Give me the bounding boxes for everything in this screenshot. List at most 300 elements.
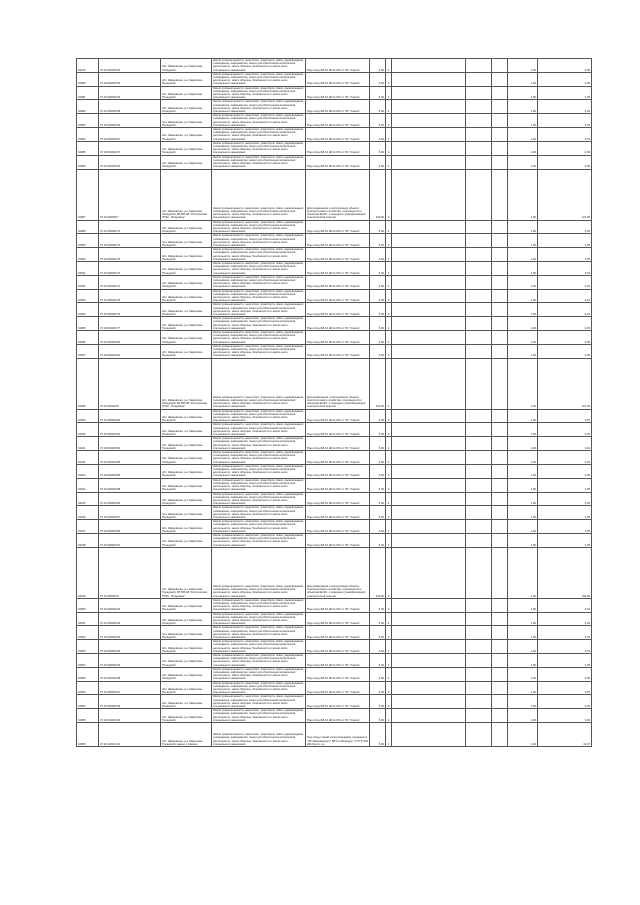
area-cell: 5,00	[370, 289, 386, 303]
unit-cell: 4	[386, 709, 392, 723]
empty-cell	[492, 261, 508, 275]
empty-cell	[492, 506, 508, 520]
empty-cell	[492, 723, 508, 747]
row-number: 64043	[77, 464, 99, 478]
empty-cell	[392, 86, 466, 100]
value-cell: 0,05	[538, 155, 592, 169]
row-number: 64092	[77, 275, 99, 289]
cadastral-number: 37:16:000000:9	[99, 547, 161, 598]
land-category-cell: Земли промышленности, энергетики, транспорта, связи, радиовещания, телевидения, информатики, земли для обеспечения космической деятельности, земли обороны, безопасности и земли иного специального назначения	[212, 169, 306, 220]
land-category-cell: Земли промышленности, энергетики, транспорта, связи, радиовещания, телевидения, информатики, земли для обеспечения космической деятельности, земли обороны, безопасности и земли иного специального назначения	[213, 234, 304, 247]
table-row	[77, 709, 592, 723]
empty-cell	[466, 437, 492, 451]
empty-cell	[392, 640, 466, 654]
area-cell: 5,00	[370, 86, 386, 100]
address-cell: обл. Ивановская, р-н Гаврилово-Посадский	[161, 114, 212, 128]
empty-cell	[392, 492, 466, 506]
coefficient-cell: 1,00	[508, 344, 538, 358]
value-cell: 0,05	[538, 520, 592, 534]
permitted-use-cell: Под опору ВЛ-10 кВ № 150 от ПС "Совхоз"	[306, 128, 370, 142]
value-cell: 0,05	[538, 86, 592, 100]
address-cell: обл. Ивановская, р-н Гаврилово-Посадский	[161, 303, 212, 317]
empty-cell	[466, 409, 492, 423]
coefficient-cell: 1,00	[508, 478, 538, 492]
address-cell: обл. Ивановская, р-н Гаврилово-Посадский	[161, 331, 212, 345]
unit-cell: 4	[386, 654, 392, 668]
address-cell: обл. Ивановская, р-н Гаврилово-Посадский	[161, 640, 212, 654]
permitted-use-cell: Для размещения и эксплуатации объекта электросетевого хозяйства, относящегося к объектам ЕНЭС, и передачи (трансформации) электрической энергии	[306, 169, 370, 220]
cadastral-number: 37:16:000000:69	[99, 114, 161, 128]
cadastral-number: 37:16:000000:76	[99, 261, 161, 275]
address-cell: обл. Ивановская, р-н Гаврилово-Посадский, ВЛ 500 кВ "Костромская ГРЭС - Владимир"	[161, 358, 212, 409]
empty-cell	[392, 169, 466, 220]
address-cell: обл. Ивановская, р-н Гаврилово-Посадский	[161, 220, 212, 234]
area-cell: 5,00	[370, 128, 386, 142]
land-category-cell: Земли промышленности, энергетики, транспорта, связи, радиовещания, телевидения, информатики, земли для обеспечения космической деятельности, земли обороны, безопасности и земли иного специального назначения	[213, 612, 304, 626]
coefficient-cell: 1,00	[508, 169, 538, 220]
empty-cell	[492, 437, 508, 451]
unit-cell: 4	[386, 423, 392, 437]
land-category-cell: Земли промышленности, энергетики, транспорта, связи, радиовещания, телевидения, информатики, земли для обеспечения космической деятельности, земли обороны, безопасности и земли иного специального назначения	[213, 248, 304, 261]
area-cell: 5,00	[370, 681, 386, 695]
cadastral-number: 37:16:000000:73	[99, 234, 161, 248]
value-cell: 0,05	[538, 492, 592, 506]
empty-cell	[492, 612, 508, 626]
table-row	[77, 506, 592, 520]
table-row	[77, 86, 592, 100]
area-cell: 5,00	[370, 423, 386, 437]
unit-cell: 4	[386, 86, 392, 100]
row-number: 64098	[77, 358, 99, 409]
empty-cell	[466, 59, 492, 73]
permitted-use-cell: Под опору ВЛ-10 кВ № 150 от ПС "Совхоз"	[306, 141, 370, 155]
land-category-cell: Земли промышленности, энергетики, транспорта, связи, радиовещания, телевидения, информатики, земли для обеспечения космической деятельности, земли обороны, безопасности и земли иного специального назначения	[213, 331, 304, 344]
row-number: 64048	[77, 533, 99, 547]
empty-cell	[392, 289, 466, 303]
empty-cell	[466, 100, 492, 114]
table-row	[77, 114, 592, 128]
coefficient-cell: 1,00	[508, 331, 538, 345]
unit-cell: 4	[386, 317, 392, 331]
address-cell: обл. Ивановская, р-н Гаврилово-Посадский	[161, 612, 212, 626]
address-cell: обл. Ивановская, р-н Гаврилово-Посадский	[161, 654, 212, 668]
row-number: 64087	[77, 169, 99, 220]
permitted-use-cell: Под опору ВЛ-10 кВ № 150 от ПС "Совхоз"	[306, 234, 370, 248]
coefficient-cell: 1,00	[508, 423, 538, 437]
area-cell: 5,00	[370, 520, 386, 534]
area-cell: 5,00	[370, 317, 386, 331]
empty-cell	[492, 409, 508, 423]
cadastral-number: 37:16:000000:83	[99, 409, 161, 423]
coefficient-cell: 1,00	[508, 248, 538, 262]
unit-cell: 4	[386, 409, 392, 423]
row-number: 64044	[77, 478, 99, 492]
land-category-cell: Земли промышленности, энергетики, транспорта, связи, радиовещания, телевидения, информатики, земли для обеспечения космической деятельности, земли обороны, безопасности и земли иного специального назначения	[213, 155, 304, 169]
area-cell: 5,00	[370, 640, 386, 654]
unit-cell: 4	[386, 303, 392, 317]
value-cell: 0,05	[538, 654, 592, 668]
land-category-cell: Земли промышленности, энергетики, транспорта, связи, радиовещания, телевидения, информатики, земли для обеспечения космической деятельности, земли обороны, безопасности и земли иного специального назначения	[213, 275, 304, 289]
empty-cell	[392, 141, 466, 155]
empty-cell	[466, 303, 492, 317]
land-category-cell: Земли промышленности, энергетики, транспорта, связи, радиовещания, телевидения, информатики, земли для обеспечения космической деятельности, земли обороны, безопасности и земли иного специального назначения	[213, 114, 304, 127]
address-cell: обл. Ивановская, р-н Гаврилово-Посадский, ВЛ 500 кВ "Костромская ГРЭС - Владимир"	[161, 547, 212, 598]
table-row	[77, 289, 592, 303]
permitted-use-cell: Под опору ВЛ-10 кВ № 150 от ПС "Совхоз"	[306, 451, 370, 465]
address-cell: обл. Ивановская, р-н Гаврилово-Посадский	[161, 437, 212, 451]
unit-cell: 4	[386, 598, 392, 612]
coefficient-cell: 1,00	[508, 451, 538, 465]
land-category-cell: Земли промышленности, энергетики, транспорта, связи, радиовещания, телевидения, информатики, земли для обеспечения космической деятельности, земли обороны, безопасности и земли иного специального назначения	[213, 59, 304, 72]
empty-cell	[466, 220, 492, 234]
cadastral-number: 37:16:000000:66	[99, 86, 161, 100]
empty-cell	[392, 409, 466, 423]
empty-cell	[466, 289, 492, 303]
empty-cell	[392, 155, 466, 169]
coefficient-cell: 1,00	[508, 86, 538, 100]
empty-cell	[392, 344, 466, 358]
table-row	[77, 331, 592, 345]
table-row	[77, 626, 592, 640]
value-cell: 0,04	[538, 303, 592, 317]
unit-cell: 4	[386, 169, 392, 220]
empty-cell	[466, 114, 492, 128]
row-number: 64054	[77, 654, 99, 668]
row-number: 64090	[77, 248, 99, 262]
coefficient-cell: 1,00	[508, 506, 538, 520]
row-number: 64095	[77, 317, 99, 331]
empty-cell	[392, 275, 466, 289]
cadastral-number: 37:16:000000:87	[99, 506, 161, 520]
empty-cell	[392, 709, 466, 723]
land-category-cell: Земли промышленности, энергетики, транспорта, связи, радиовещания, телевидения, информатики, земли для обеспечения космической деятельности, земли обороны, безопасности и земли иного специального назначения	[213, 654, 304, 667]
land-category-cell: Земли промышленности, энергетики, транспорта, связи, радиовещания, телевидения, информатики, земли для обеспечения космической деятельности, земли обороны, безопасности и земли иного специального назначения	[212, 723, 306, 747]
permitted-use-cell: Под опору ВЛ-10 кВ № 150 от ПС "Совхоз"	[306, 261, 370, 275]
empty-cell	[466, 598, 492, 612]
permitted-use-cell: Под опору ВЛ-10 кВ № 150 от ПС "Совхоз"	[306, 437, 370, 451]
address-cell: обл. Ивановская, р-н Гаврилово-Посадский	[161, 234, 212, 248]
empty-cell	[492, 114, 508, 128]
value-cell: 0,05	[538, 533, 592, 547]
land-category-cell: Земли промышленности, энергетики, транспорта, связи, радиовещания, телевидения, информатики, земли для обеспечения космической деятельности, земли обороны, безопасности и земли иного специального назначения	[213, 100, 304, 114]
empty-cell	[492, 358, 508, 409]
value-cell: 0,04	[538, 626, 592, 640]
cadastral-number: 37:16:000000:82	[99, 437, 161, 451]
empty-cell	[392, 598, 466, 612]
unit-cell: 4	[386, 59, 392, 73]
empty-cell	[492, 709, 508, 723]
unit-cell: 4	[386, 289, 392, 303]
empty-cell	[466, 533, 492, 547]
address-cell: обл. Ивановская, р-н Гаврилово-Посадский	[161, 667, 212, 681]
area-cell: 5,00	[370, 492, 386, 506]
permitted-use-cell: Под опору ВЛ-10 кВ № 150 от ПС "Совхоз"	[306, 344, 370, 358]
empty-cell	[392, 547, 466, 598]
empty-cell	[466, 626, 492, 640]
unit-cell: 4	[386, 533, 392, 547]
table-row	[77, 141, 592, 155]
permitted-use-cell: Для размещения и эксплуатации объекта электросетевого хозяйства, относящегося к объектам ЕНЭС, и передачи (трансформации) электрической энергии	[306, 547, 370, 598]
area-cell: 5,00	[370, 451, 386, 465]
area-cell: 5,00	[370, 478, 386, 492]
cadastral-number: 37:16:000000:85	[99, 451, 161, 465]
address-cell: обл. Ивановская, р-н Гаврилово-Посадский	[161, 141, 212, 155]
permitted-use-cell: Под опору ВЛ-10 кВ № 150 от ПС "Совхоз"	[306, 478, 370, 492]
coefficient-cell: 1,00	[508, 437, 538, 451]
value-cell: 0,04	[538, 612, 592, 626]
area-cell: 5,00	[370, 220, 386, 234]
value-cell: 0,04	[538, 128, 592, 142]
permitted-use-cell: Под опору ВЛ-10 кВ № 150 от ПС "Совхоз"	[306, 220, 370, 234]
empty-cell	[392, 695, 466, 709]
empty-cell	[492, 248, 508, 262]
permitted-use-cell: Под опору ВЛ-10 кВ № 150 от ПС "Совхоз"	[306, 409, 370, 423]
coefficient-cell: 1,00	[508, 612, 538, 626]
land-category-cell: Земли промышленности, энергетики, транспорта, связи, радиовещания, телевидения, информатики, земли для обеспечения космической деятельности, земли обороны, безопасности и земли иного специального назначения	[213, 640, 304, 653]
area-cell: 5,00	[370, 248, 386, 262]
area-cell: 5,00	[370, 533, 386, 547]
empty-cell	[392, 520, 466, 534]
unit-cell: 4	[386, 492, 392, 506]
unit-cell: 4	[386, 114, 392, 128]
empty-cell	[466, 331, 492, 345]
table-row	[77, 464, 592, 478]
coefficient-cell: 1,00	[508, 667, 538, 681]
permitted-use-cell: Под опору ВЛ-10 кВ № 150 от ПС "Совхоз"	[306, 423, 370, 437]
cadastral-number: 37:16:000000:92	[99, 626, 161, 640]
area-cell: 5,00	[370, 344, 386, 358]
land-category-cell: Земли промышленности, энергетики, транспорта, связи, радиовещания, телевидения, информатики, земли для обеспечения космической деятельности, земли обороны, безопасности и земли иного специального назначения	[213, 681, 304, 695]
unit-cell: 4	[386, 275, 392, 289]
land-category-cell: Земли промышленности, энергетики, транспорта, связи, радиовещания, телевидения, информатики, земли для обеспечения космической деятельности, земли обороны, безопасности и земли иного специального назначения	[213, 409, 304, 423]
row-number: 64056	[77, 681, 99, 695]
table-row	[77, 344, 592, 358]
address-cell: обл. Ивановская, р-н Гаврилово-Посадский	[161, 478, 212, 492]
unit-cell: 4	[386, 234, 392, 248]
empty-cell	[492, 220, 508, 234]
land-category-cell: Земли промышленности, энергетики, транспорта, связи, радиовещания, телевидения, информатики, земли для обеспечения космической деятельности, земли обороны, безопасности и земли иного специального назначения	[213, 533, 304, 547]
area-cell: 5,00	[370, 114, 386, 128]
coefficient-cell: 1,00	[508, 128, 538, 142]
land-category-cell: Земли промышленности, энергетики, транспорта, связи, радиовещания, телевидения, информатики, земли для обеспечения космической деятельности, земли обороны, безопасности и земли иного специального назначения	[212, 547, 306, 598]
permitted-use-cell: Под опору ВЛ-10 кВ № 150 от ПС "Совхоз"	[306, 86, 370, 100]
cadastral-number: 37:16:000000:64	[99, 155, 161, 169]
coefficient-cell: 1,00	[508, 492, 538, 506]
coefficient-cell: 1,00	[508, 220, 538, 234]
empty-cell	[466, 464, 492, 478]
table-row	[77, 59, 592, 73]
row-number: 64085	[77, 141, 99, 155]
coefficient-cell: 1,00	[508, 275, 538, 289]
area-cell: 5,00	[370, 626, 386, 640]
land-category-cell: Земли промышленности, энергетики, транспорта, связи, радиовещания, телевидения, информатики, земли для обеспечения космической деятельности, земли обороны, безопасности и земли иного специального назначения	[213, 478, 304, 492]
empty-cell	[492, 492, 508, 506]
table-row	[77, 723, 592, 747]
value-cell: 0,05	[538, 667, 592, 681]
land-category-cell: Земли промышленности, энергетики, транспорта, связи, радиовещания, телевидения, информатики, земли для обеспечения космической деятельности, земли обороны, безопасности и земли иного специального назначения	[213, 423, 304, 437]
unit-cell: 4	[386, 464, 392, 478]
land-category-cell: Земли промышленности, энергетики, транспорта, связи, радиовещания, телевидения, информатики, земли для обеспечения космической деятельности, земли обороны, безопасности и земли иного специального назначения	[213, 303, 304, 316]
unit-cell: 4	[386, 344, 392, 358]
empty-cell	[392, 681, 466, 695]
cadastral-number: 37:16:000000:62	[99, 59, 161, 73]
empty-cell	[492, 303, 508, 317]
permitted-use-cell: Под опору ВЛ-10 кВ № 150 от ПС "Совхоз"	[306, 303, 370, 317]
permitted-use-cell: Под опору ВЛ-10 кВ № 150 от ПС "Совхоз"	[306, 464, 370, 478]
empty-cell	[392, 451, 466, 465]
address-cell: обл. Ивановская, р-н Гаврилово-Посадский	[161, 423, 212, 437]
empty-cell	[392, 128, 466, 142]
cadastral-number: 37:16:000000:99	[99, 695, 161, 709]
coefficient-cell: 1,00	[508, 640, 538, 654]
cadastral-number: 37:16:000000:84	[99, 423, 161, 437]
address-cell: обл. Ивановская, р-н Гаврилово-Посадский	[161, 261, 212, 275]
permitted-use-cell: Под опору ВЛ-10 кВ № 150 от ПС "Совхоз"	[306, 626, 370, 640]
empty-cell	[492, 464, 508, 478]
land-category-cell: Земли промышленности, энергетики, транспорта, связи, радиовещания, телевидения, информатики, земли для обеспечения космической деятельности, земли обороны, безопасности и земли иного специального назначения	[213, 141, 304, 155]
area-cell: 5,00	[370, 261, 386, 275]
empty-cell	[392, 626, 466, 640]
unit-cell: 4	[386, 640, 392, 654]
coefficient-cell: 1,00	[508, 409, 538, 423]
land-category-cell: Земли промышленности, энергетики, транспорта, связи, радиовещания, телевидения, информатики, земли для обеспечения космической деятельности, земли обороны, безопасности и земли иного специального назначения	[213, 506, 304, 519]
empty-cell	[492, 86, 508, 100]
empty-cell	[392, 59, 466, 73]
table-row	[77, 275, 592, 289]
row-number: 64081	[77, 86, 99, 100]
address-cell: обл. Ивановская, р-н Гаврилово-Посадский	[161, 598, 212, 612]
land-category-cell: Земли промышленности, энергетики, транспорта, связи, радиовещания, телевидения, информатики, земли для обеспечения космической деятельности, земли обороны, безопасности и земли иного специального назначения	[213, 492, 304, 506]
row-number: 64083	[77, 114, 99, 128]
land-category-cell: Земли промышленности, энергетики, транспорта, связи, радиовещания, телевидения, информатики, земли для обеспечения космической деятельности, земли обороны, безопасности и земли иного специального назначения	[213, 317, 304, 330]
row-number: 64055	[77, 667, 99, 681]
table-row	[77, 667, 592, 681]
cadastral-number: 37:16:000000:68	[99, 100, 161, 114]
cadastral-number: 37:16:100101:10	[99, 723, 161, 747]
row-number: 64091	[77, 261, 99, 275]
land-category-cell: Земли промышленности, энергетики, транспорта, связи, радиовещания, телевидения, информатики, земли для обеспечения космической деятельности, земли обороны, безопасности и земли иного специального назначения	[213, 261, 304, 275]
table-row	[77, 533, 592, 547]
empty-cell	[466, 72, 492, 86]
table-row	[77, 695, 592, 709]
area-cell: 5,00	[370, 598, 386, 612]
permitted-use-cell: Под опору ВЛ-10 кВ № 150 от ПС "Совхоз"	[306, 317, 370, 331]
area-cell: 5,00	[370, 723, 386, 747]
cadastral-number: 37:16:000000:74	[99, 275, 161, 289]
area-cell: 5,00	[370, 141, 386, 155]
address-cell: обл. Ивановская, р-н Гаврилово-Посадский	[161, 289, 212, 303]
empty-cell	[492, 331, 508, 345]
empty-cell	[492, 234, 508, 248]
unit-cell: 4	[386, 155, 392, 169]
address-cell: обл. Ивановская, р-н Гаврилово-Посадский	[161, 695, 212, 709]
empty-cell	[492, 155, 508, 169]
cadastral-number: 37:16:000000:67	[99, 128, 161, 142]
coefficient-cell: 1,00	[508, 520, 538, 534]
empty-cell	[392, 612, 466, 626]
empty-cell	[466, 723, 492, 747]
coefficient-cell: 1,00	[508, 654, 538, 668]
empty-cell	[466, 169, 492, 220]
land-register-table	[76, 58, 592, 747]
unit-cell: 4	[386, 612, 392, 626]
table-row	[77, 261, 592, 275]
unit-cell: 4	[386, 261, 392, 275]
unit-cell: 4	[386, 520, 392, 534]
table-row	[77, 612, 592, 626]
permitted-use-cell: Под опору ВЛ-10 кВ № 150 от ПС "Совхоз"	[306, 331, 370, 345]
permitted-use-cell: Под опору ВЛ-10 кВ № 150 от ПС "Совхоз"	[306, 667, 370, 681]
coefficient-cell: 1,00	[508, 141, 538, 155]
value-cell: 0,05	[538, 59, 592, 73]
empty-cell	[466, 492, 492, 506]
permitted-use-cell: Под опору ВЛ-10 кВ № 150 от ПС "Совхоз"	[306, 275, 370, 289]
empty-cell	[492, 654, 508, 668]
row-number: 64045	[77, 492, 99, 506]
value-cell: 0,04	[538, 275, 592, 289]
unit-cell: 4	[386, 72, 392, 86]
unit-cell: 4	[386, 695, 392, 709]
empty-cell	[392, 533, 466, 547]
value-cell: 193,60	[538, 547, 592, 598]
address-cell: обл. Ивановская, р-н Гаврилово-Посадский	[161, 626, 212, 640]
row-number: 64080	[77, 72, 99, 86]
empty-cell	[466, 275, 492, 289]
empty-cell	[466, 612, 492, 626]
coefficient-cell: 1,00	[508, 317, 538, 331]
coefficient-cell: 1,00	[508, 72, 538, 86]
unit-cell: 4	[386, 141, 392, 155]
permitted-use-cell: Под опору ВЛ-10 кВ № 150 от ПС "Совхоз"	[306, 598, 370, 612]
address-cell: обл. Ивановская, р-н Гаврилово-Посадский	[161, 128, 212, 142]
empty-cell	[466, 128, 492, 142]
coefficient-cell: 1,00	[508, 547, 538, 598]
empty-cell	[392, 437, 466, 451]
value-cell: 0,04	[538, 437, 592, 451]
coefficient-cell: 1,00	[508, 59, 538, 73]
value-cell: 0,05	[538, 331, 592, 345]
address-cell: обл. Ивановская, р-н Гаврилово-Посадский	[161, 520, 212, 534]
coefficient-cell: 1,00	[508, 681, 538, 695]
address-cell: обл. Ивановская, р-н Гаврилово-Посадский, ВЛ 500 кВ "Костромская ГРЭС - Владимир"	[161, 169, 212, 220]
permitted-use-cell: Под опору ВЛ-10 кВ № 150 от ПС "Совхоз"	[306, 520, 370, 534]
table-row	[77, 155, 592, 169]
table-row	[77, 451, 592, 465]
permitted-use-cell: Для размещения и эксплуатации объекта электросетевого хозяйства, относящегося к объектам ЕНЭС, и передачи (трансформации) электрической энергии	[306, 358, 370, 409]
address-cell: обл. Ивановская, р-н Гаврилово-Посадский	[161, 451, 212, 465]
empty-cell	[492, 141, 508, 155]
row-number: 64079	[77, 59, 99, 73]
empty-cell	[492, 640, 508, 654]
unit-cell: 4	[386, 681, 392, 695]
empty-cell	[466, 344, 492, 358]
row-number: 64059	[77, 723, 99, 747]
permitted-use-cell: Под опору ВЛ-10 кВ № 150 от ПС "Совхоз"	[306, 695, 370, 709]
area-cell: 100,00	[370, 169, 386, 220]
empty-cell	[492, 344, 508, 358]
table-row	[77, 220, 592, 234]
table-row	[77, 492, 592, 506]
coefficient-cell: 1,00	[508, 533, 538, 547]
area-cell: 5,00	[370, 331, 386, 345]
table-row	[77, 72, 592, 86]
cadastral-number: 37:16:000000:7	[99, 169, 161, 220]
cadastral-number: 37:16:000000:91	[99, 533, 161, 547]
empty-cell	[466, 681, 492, 695]
land-category-cell: Земли промышленности, энергетики, транспорта, связи, радиовещания, телевидения, информатики, земли для обеспечения космической деятельности, земли обороны, безопасности и земли иного специального назначения	[213, 451, 304, 464]
row-number: 64052	[77, 626, 99, 640]
row-number: 64041	[77, 437, 99, 451]
